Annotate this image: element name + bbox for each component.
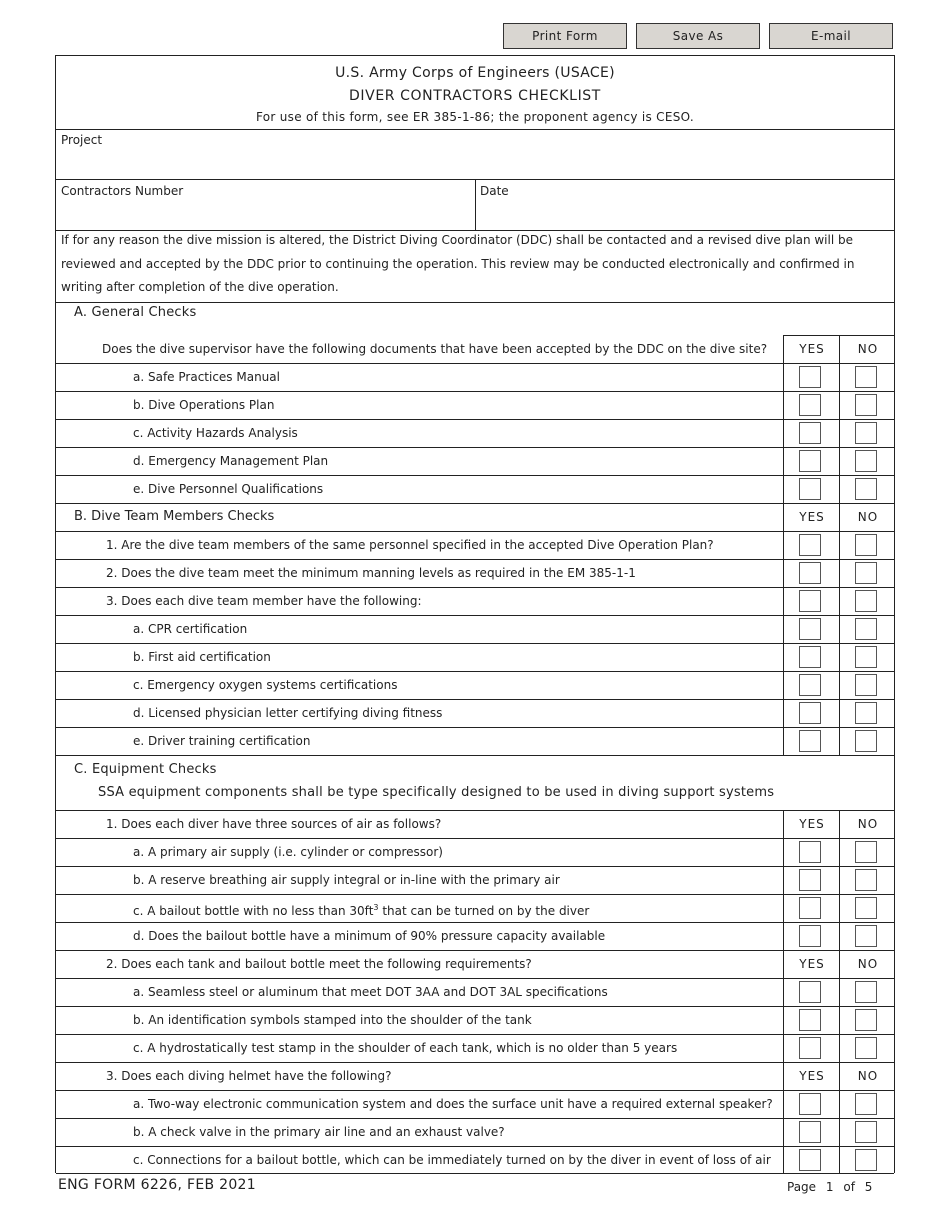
- page-indicator: [787, 1180, 872, 1194]
- no-checkbox[interactable]: [855, 646, 877, 668]
- no-checkbox[interactable]: [855, 1121, 877, 1143]
- yes-checkbox[interactable]: [799, 897, 821, 919]
- section-c-subtitle: SSA equipment components shall be type specifically designed to be used in diving support systems: [98, 785, 775, 800]
- checklist-row: [56, 531, 894, 559]
- yes-checkbox[interactable]: [799, 1093, 821, 1115]
- yes-checkbox[interactable]: [799, 869, 821, 891]
- checklist-row: [56, 894, 894, 922]
- item-label: b. Dive Operations Plan: [133, 398, 275, 412]
- page-label: Page: [787, 1180, 817, 1194]
- checklist-row: [56, 1034, 894, 1062]
- item-label: 1. Does each diver have three sources of air as follows?: [106, 817, 442, 831]
- item-label: 1. Are the dive team members of the same personnel specified in the accepted Dive Operation Plan?: [106, 538, 714, 552]
- checklist-row: [56, 363, 894, 391]
- yes-checkbox[interactable]: [799, 730, 821, 752]
- yes-checkbox[interactable]: [799, 702, 821, 724]
- section-a-title: A. General Checks: [74, 305, 197, 320]
- no-checkbox[interactable]: [855, 394, 877, 416]
- no-checkbox[interactable]: [855, 869, 877, 891]
- contractors-number-label: Contractors Number: [61, 184, 184, 198]
- no-checkbox[interactable]: [855, 925, 877, 947]
- no-column-header: NO: [857, 1069, 879, 1083]
- yes-checkbox[interactable]: [799, 841, 821, 863]
- yes-checkbox[interactable]: [799, 590, 821, 612]
- intro-paragraph: If for any reason the dive mission is altered, the District Diving Coordinator (DDC) shall be contacted and a revised dive plan will be reviewed and accepted by the DDC prior to continuing the operation. This review may be conducted electronically and confirmed in writing after completion of the dive operation.: [61, 233, 855, 294]
- checklist-row: [56, 671, 894, 699]
- checklist-row: [56, 727, 894, 755]
- yes-checkbox[interactable]: [799, 646, 821, 668]
- yes-checkbox[interactable]: [799, 1149, 821, 1171]
- save-as-button[interactable]: Save As: [636, 23, 760, 49]
- checklist-row: [56, 699, 894, 727]
- item-label: a. Seamless steel or aluminum that meet DOT 3AA and DOT 3AL specifications: [133, 985, 608, 999]
- checklist-row: [56, 587, 894, 615]
- yes-checkbox[interactable]: [799, 422, 821, 444]
- item-label: c. A hydrostatically test stamp in the shoulder of each tank, which is no older than 5 years: [133, 1041, 678, 1055]
- no-checkbox[interactable]: [855, 450, 877, 472]
- no-column-header: NO: [857, 510, 879, 524]
- yes-checkbox[interactable]: [799, 1009, 821, 1031]
- checklist-row: [56, 1118, 894, 1146]
- checklist-row: [56, 475, 894, 503]
- section-c-title: C. Equipment Checks: [74, 762, 217, 777]
- checklist-row: [56, 922, 894, 950]
- section-c-q1-row: [56, 810, 894, 838]
- checklist-row: [56, 1146, 894, 1174]
- yes-checkbox[interactable]: [799, 534, 821, 556]
- item-label: d. Licensed physician letter certifying diving fitness: [133, 706, 443, 720]
- section-b-header-row: [56, 503, 894, 531]
- checklist-row: [56, 615, 894, 643]
- checklist-row: [56, 643, 894, 671]
- project-label: Project: [61, 133, 103, 147]
- checklist-row: [56, 391, 894, 419]
- no-checkbox[interactable]: [855, 1037, 877, 1059]
- yes-checkbox[interactable]: [799, 478, 821, 500]
- no-column-header: NO: [857, 817, 879, 831]
- date-label: Date: [480, 184, 509, 198]
- item-label: c. A bailout bottle with no less than $30ft^3$ that can be turned on by the diver: [133, 903, 590, 918]
- no-checkbox[interactable]: [855, 1009, 877, 1031]
- page-total: 5: [864, 1180, 873, 1194]
- yes-checkbox[interactable]: [799, 366, 821, 388]
- no-checkbox[interactable]: [855, 422, 877, 444]
- yes-column-header: YES: [799, 342, 825, 356]
- no-column-header: NO: [857, 957, 879, 971]
- item-label: 3. Does each diving helmet have the following?: [106, 1069, 392, 1083]
- section-c-q2-row: [56, 950, 894, 978]
- no-checkbox[interactable]: [855, 534, 877, 556]
- form-note: For use of this form, see ER 385-1-86; the proponent agency is CESO.: [255, 110, 695, 124]
- item-label: d. Does the bailout bottle have a minimum of 90% pressure capacity available: [133, 929, 606, 943]
- checklist-row: [56, 559, 894, 587]
- form-title: DIVER CONTRACTORS CHECKLIST: [349, 88, 601, 104]
- yes-checkbox[interactable]: [799, 1121, 821, 1143]
- yes-checkbox[interactable]: [799, 674, 821, 696]
- contractors-number-field[interactable]: [60, 201, 470, 229]
- no-checkbox[interactable]: [855, 1149, 877, 1171]
- no-checkbox[interactable]: [855, 841, 877, 863]
- item-label: d. Emergency Management Plan: [133, 454, 329, 468]
- item-label: 2. Does each tank and bailout bottle meet the following requirements?: [106, 957, 532, 971]
- section-a-question: Does the dive supervisor have the following documents that have been accepted by the DDC on the dive site?: [102, 342, 768, 356]
- no-checkbox[interactable]: [855, 562, 877, 584]
- of-label: of: [843, 1180, 855, 1194]
- item-label: a. A primary air supply (i.e. cylinder or compressor): [133, 845, 443, 859]
- no-checkbox[interactable]: [855, 1093, 877, 1115]
- yes-checkbox[interactable]: [799, 925, 821, 947]
- item-label: b. An identification symbols stamped into the shoulder of the tank: [133, 1013, 532, 1027]
- yes-checkbox[interactable]: [799, 1037, 821, 1059]
- checklist-row: [56, 419, 894, 447]
- yes-column-header: YES: [799, 817, 825, 831]
- checklist-row: [56, 978, 894, 1006]
- checklist-form: [55, 55, 895, 1173]
- email-button[interactable]: E-mail: [769, 23, 893, 49]
- section-c-q3-row: [56, 1062, 894, 1090]
- section-b-title: B. Dive Team Members Checks: [74, 509, 275, 524]
- agency-name: U.S. Army Corps of Engineers (USACE): [335, 65, 615, 81]
- yes-checkbox[interactable]: [799, 981, 821, 1003]
- yes-column-header: YES: [799, 510, 825, 524]
- item-label: c. Emergency oxygen systems certifications: [133, 678, 398, 692]
- checklist-row: [56, 1090, 894, 1118]
- checklist-row: [56, 447, 894, 475]
- checklist-row: [56, 1006, 894, 1034]
- item-label: a. Safe Practices Manual: [133, 370, 280, 384]
- print-form-button[interactable]: Print Form: [503, 23, 627, 49]
- section-a-question-row: [56, 335, 894, 363]
- item-label: c. Connections for a bailout bottle, which can be immediately turned on by the diver in event of loss of air: [133, 1153, 771, 1167]
- no-checkbox[interactable]: [855, 702, 877, 724]
- form-id: ENG FORM 6226, FEB 2021: [58, 1177, 256, 1193]
- yes-checkbox[interactable]: [799, 618, 821, 640]
- checklist-row: [56, 866, 894, 894]
- date-field[interactable]: [479, 201, 889, 229]
- no-checkbox[interactable]: [855, 981, 877, 1003]
- yes-checkbox[interactable]: [799, 450, 821, 472]
- item-label: 2. Does the dive team meet the minimum manning levels as required in the EM 385-1-1: [106, 566, 636, 580]
- yes-column-header: YES: [799, 957, 825, 971]
- item-label: e. Driver training certification: [133, 734, 311, 748]
- item-label: e. Dive Personnel Qualifications: [133, 482, 324, 496]
- item-label: b. First aid certification: [133, 650, 271, 664]
- project-field[interactable]: [60, 150, 890, 178]
- yes-column-header: YES: [799, 1069, 825, 1083]
- no-checkbox[interactable]: [855, 897, 877, 919]
- item-label: 3. Does each dive team member have the following:: [106, 594, 422, 608]
- item-label: c. Activity Hazards Analysis: [133, 426, 298, 440]
- no-checkbox[interactable]: [855, 674, 877, 696]
- no-checkbox[interactable]: [855, 478, 877, 500]
- no-checkbox[interactable]: [855, 618, 877, 640]
- page-number: 1: [825, 1180, 834, 1194]
- no-column-header: NO: [857, 342, 879, 356]
- no-checkbox[interactable]: [855, 366, 877, 388]
- item-label: a. Two-way electronic communication system and does the surface unit have a required external speaker?: [133, 1097, 773, 1111]
- yes-checkbox[interactable]: [799, 562, 821, 584]
- item-label: b. A reserve breathing air supply integral or in-line with the primary air: [133, 873, 560, 887]
- item-label: b. A check valve in the primary air line and an exhaust valve?: [133, 1125, 505, 1139]
- no-checkbox[interactable]: [855, 590, 877, 612]
- item-label: a. CPR certification: [133, 622, 248, 636]
- no-checkbox[interactable]: [855, 730, 877, 752]
- yes-checkbox[interactable]: [799, 394, 821, 416]
- checklist-row: [56, 838, 894, 866]
